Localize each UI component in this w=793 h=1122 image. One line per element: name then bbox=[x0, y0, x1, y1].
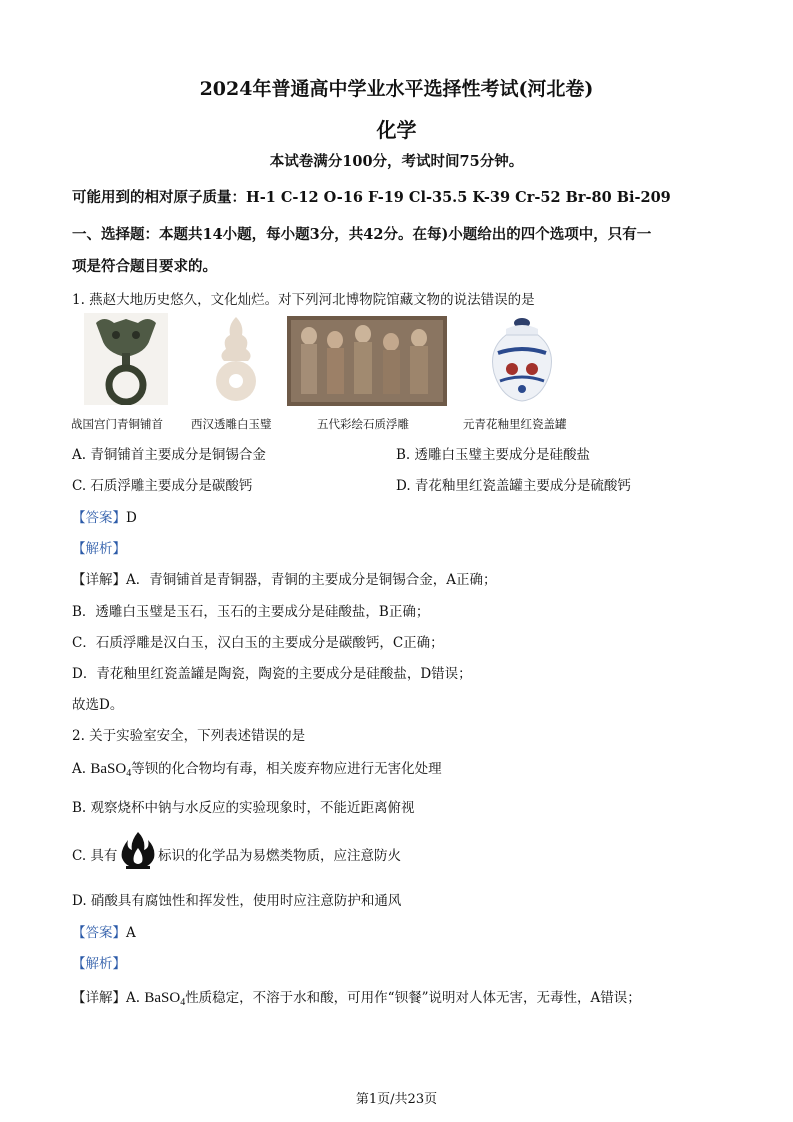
q1-detail-line1 bbox=[72, 568, 497, 588]
subject-title: 化学 bbox=[376, 118, 417, 142]
flame-icon bbox=[120, 830, 156, 870]
section-heading-line2: 项是符合题目要求的。 bbox=[72, 258, 217, 275]
q2-option-c-prefix: C. 具有 bbox=[72, 848, 118, 864]
q1-answer: D bbox=[126, 510, 137, 526]
q1-stem: 1. 燕赵大地历史悠久，文化灿烂。对下列河北博物院馆藏文物的说法错误的是 bbox=[72, 292, 535, 308]
jade-bi-image bbox=[208, 313, 264, 405]
q2-answer-label: 【答案】 bbox=[72, 925, 126, 941]
q1-analysis-label: 【解析】 bbox=[72, 541, 126, 557]
q1-detail-b: B．透雕白玉璧是玉石，玉石的主要成分是硅酸盐，B正确； bbox=[72, 604, 430, 620]
q2-option-c-text: 标识的化学品为易燃类物质，应注意防火 bbox=[158, 848, 401, 864]
q2-answer: A bbox=[126, 925, 136, 941]
q2-option-a-text: 等钡的化合物均有毒，相关废弃物应进行无害化处理 bbox=[131, 761, 442, 777]
q1-conclusion: 故选D。 bbox=[72, 697, 124, 713]
q1-detail-a: A．青铜铺首是青铜器，青铜的主要成分是铜锡合金，A正确； bbox=[126, 572, 497, 588]
section-heading-line1: 一、选择题：本题共14小题，每小题3分，共42分。在每)小题给出的四个选项中，只有一 bbox=[72, 226, 652, 243]
baso4-detail-main: BaSO bbox=[144, 990, 181, 1006]
caption-jade-bi: 西汉透雕白玉璧 bbox=[191, 417, 272, 431]
q2-detail-line bbox=[72, 986, 641, 1008]
q2-option-d: D. 硝酸具有腐蚀性和挥发性，使用时应注意防护和通风 bbox=[72, 893, 402, 909]
q1-detail-d: D．青花釉里红瓷盖罐是陶瓷，陶瓷的主要成分是硅酸盐，D错误； bbox=[72, 666, 472, 682]
exam-notice: 本试卷满分100分，考试时间75分钟。 bbox=[269, 153, 524, 170]
q2-stem: 2. 关于实验室安全，下列表述错误的是 bbox=[72, 728, 306, 744]
q1-option-b: B. 透雕白玉璧主要成分是硅酸盐 bbox=[396, 447, 591, 463]
q1-option-a: A. 青铜铺首主要成分是铜锡合金 bbox=[72, 447, 266, 463]
q1-option-c: C. 石质浮雕主要成分是碳酸钙 bbox=[72, 478, 253, 494]
porcelain-jar-image bbox=[484, 313, 560, 405]
baso4-formula-detail bbox=[144, 990, 185, 1006]
page-number: 第1页/共23页 bbox=[355, 1092, 438, 1107]
caption-porcelain-jar: 元青花釉里红瓷盖罐 bbox=[463, 417, 567, 431]
baso4-main: BaSO bbox=[90, 761, 127, 777]
stone-relief-image bbox=[287, 316, 447, 406]
q2-option-a-prefix: A. bbox=[72, 761, 87, 777]
q2-answer-line bbox=[72, 921, 136, 941]
q2-option-a bbox=[72, 757, 442, 779]
q2-detail-label: 【详解】 bbox=[72, 990, 126, 1006]
q1-answer-line bbox=[72, 506, 137, 526]
caption-bronze-knocker: 战国宫门青铜铺首 bbox=[71, 417, 163, 431]
caption-stone-relief: 五代彩绘石质浮雕 bbox=[317, 417, 409, 431]
exam-title: 2024年普通高中学业水平选择性考试(河北卷) bbox=[199, 78, 594, 100]
baso4-sub: 4 bbox=[126, 768, 132, 779]
q1-answer-label: 【答案】 bbox=[72, 510, 126, 526]
q2-detail-text: 性质稳定，不溶于水和酸，可用作“钡餐”说明对人体无害，无毒性，A错误； bbox=[185, 990, 641, 1006]
baso4-formula bbox=[90, 761, 131, 777]
q1-option-d: D. 青花釉里红瓷盖罐主要成分是硫酸钙 bbox=[396, 478, 631, 494]
bronze-knocker-image bbox=[84, 313, 168, 405]
q1-detail-label: 【详解】 bbox=[72, 572, 126, 588]
baso4-detail-sub: 4 bbox=[180, 997, 186, 1008]
q2-detail-prefix: A. bbox=[126, 990, 141, 1006]
atomic-masses: 可能用到的相对原子质量：H-1 C-12 O-16 F-19 Cl-35.5 K-39 Cr-52 Br-80 Bi-209 bbox=[72, 189, 671, 206]
q2-option-b: B. 观察烧杯中钠与水反应的实验现象时，不能近距离俯视 bbox=[72, 800, 415, 816]
q2-analysis-label: 【解析】 bbox=[72, 956, 126, 972]
q1-detail-c: C．石质浮雕是汉白玉，汉白玉的主要成分是碳酸钙，C正确； bbox=[72, 635, 444, 651]
